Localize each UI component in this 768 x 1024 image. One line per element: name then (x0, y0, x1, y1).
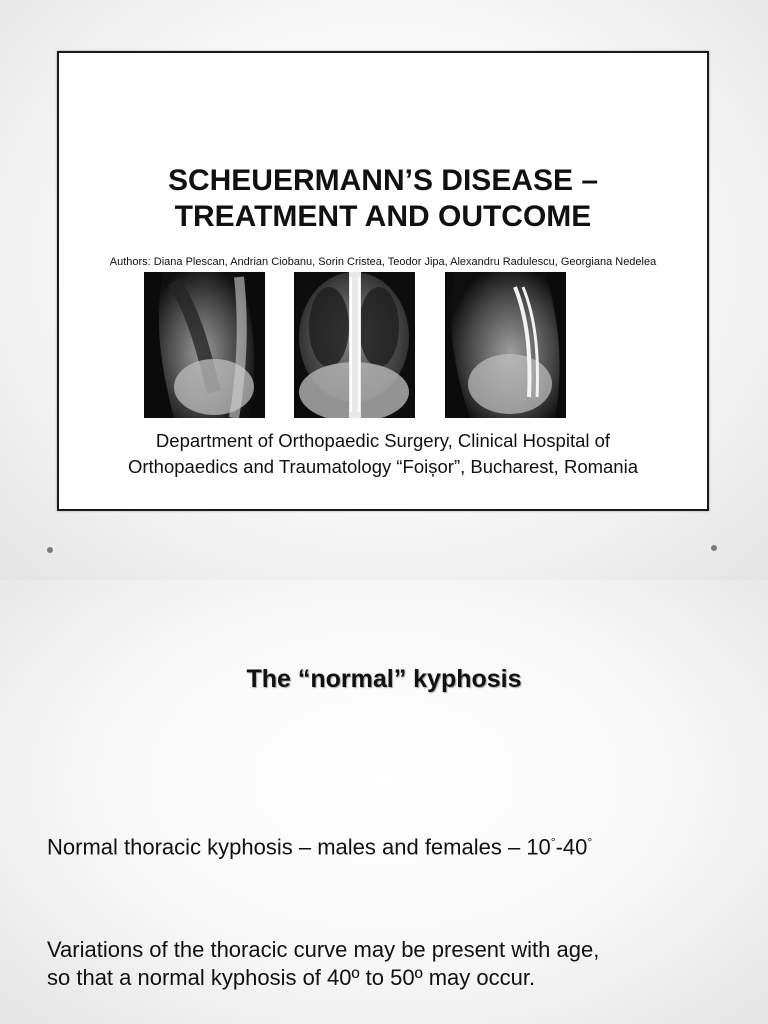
kyphosis-slide (0, 580, 768, 1024)
slide-title (59, 163, 707, 235)
authors-line: Authors: Diana Plescan, Andrian Ciobanu, Sorin Cristea, Teodor Jipa, Alexandru Radulescu, Georgiana Nedelea (109, 256, 657, 268)
kyphosis-range-text: Normal thoracic kyphosis – males and females – 10 (47, 834, 551, 860)
department-text (69, 428, 697, 480)
kyphosis-range-upper: -40 (555, 834, 588, 860)
postop-lateral-xray-image (445, 272, 566, 418)
degree-symbol-1: ° (550, 835, 556, 849)
variation-line-2: so that a normal kyphosis of 40º to 50º may occur. (47, 965, 536, 990)
bullet-dot-left (47, 547, 53, 553)
variation-text (47, 936, 748, 992)
department-line-1: Department of Orthopaedic Surgery, Clinical Hospital of (155, 430, 611, 451)
lateral-xray-image (144, 272, 265, 418)
title-line-1: SCHEUERMANN’S DISEASE – (167, 164, 599, 197)
variation-line-1: Variations of the thoracic curve may be present with age, (47, 937, 600, 962)
title-card (57, 51, 709, 511)
department-line-2: Orthopaedics and Traumatology “Foișor”, Bucharest, Romania (127, 456, 638, 477)
slide-heading: The “normal” kyphosis (246, 665, 522, 693)
title-line-2: TREATMENT AND OUTCOME (174, 200, 592, 233)
normal-kyphosis-text (47, 828, 748, 861)
frontal-xray-image (294, 272, 415, 418)
degree-symbol-2: ° (587, 835, 593, 849)
bullet-dot-right (711, 545, 717, 551)
